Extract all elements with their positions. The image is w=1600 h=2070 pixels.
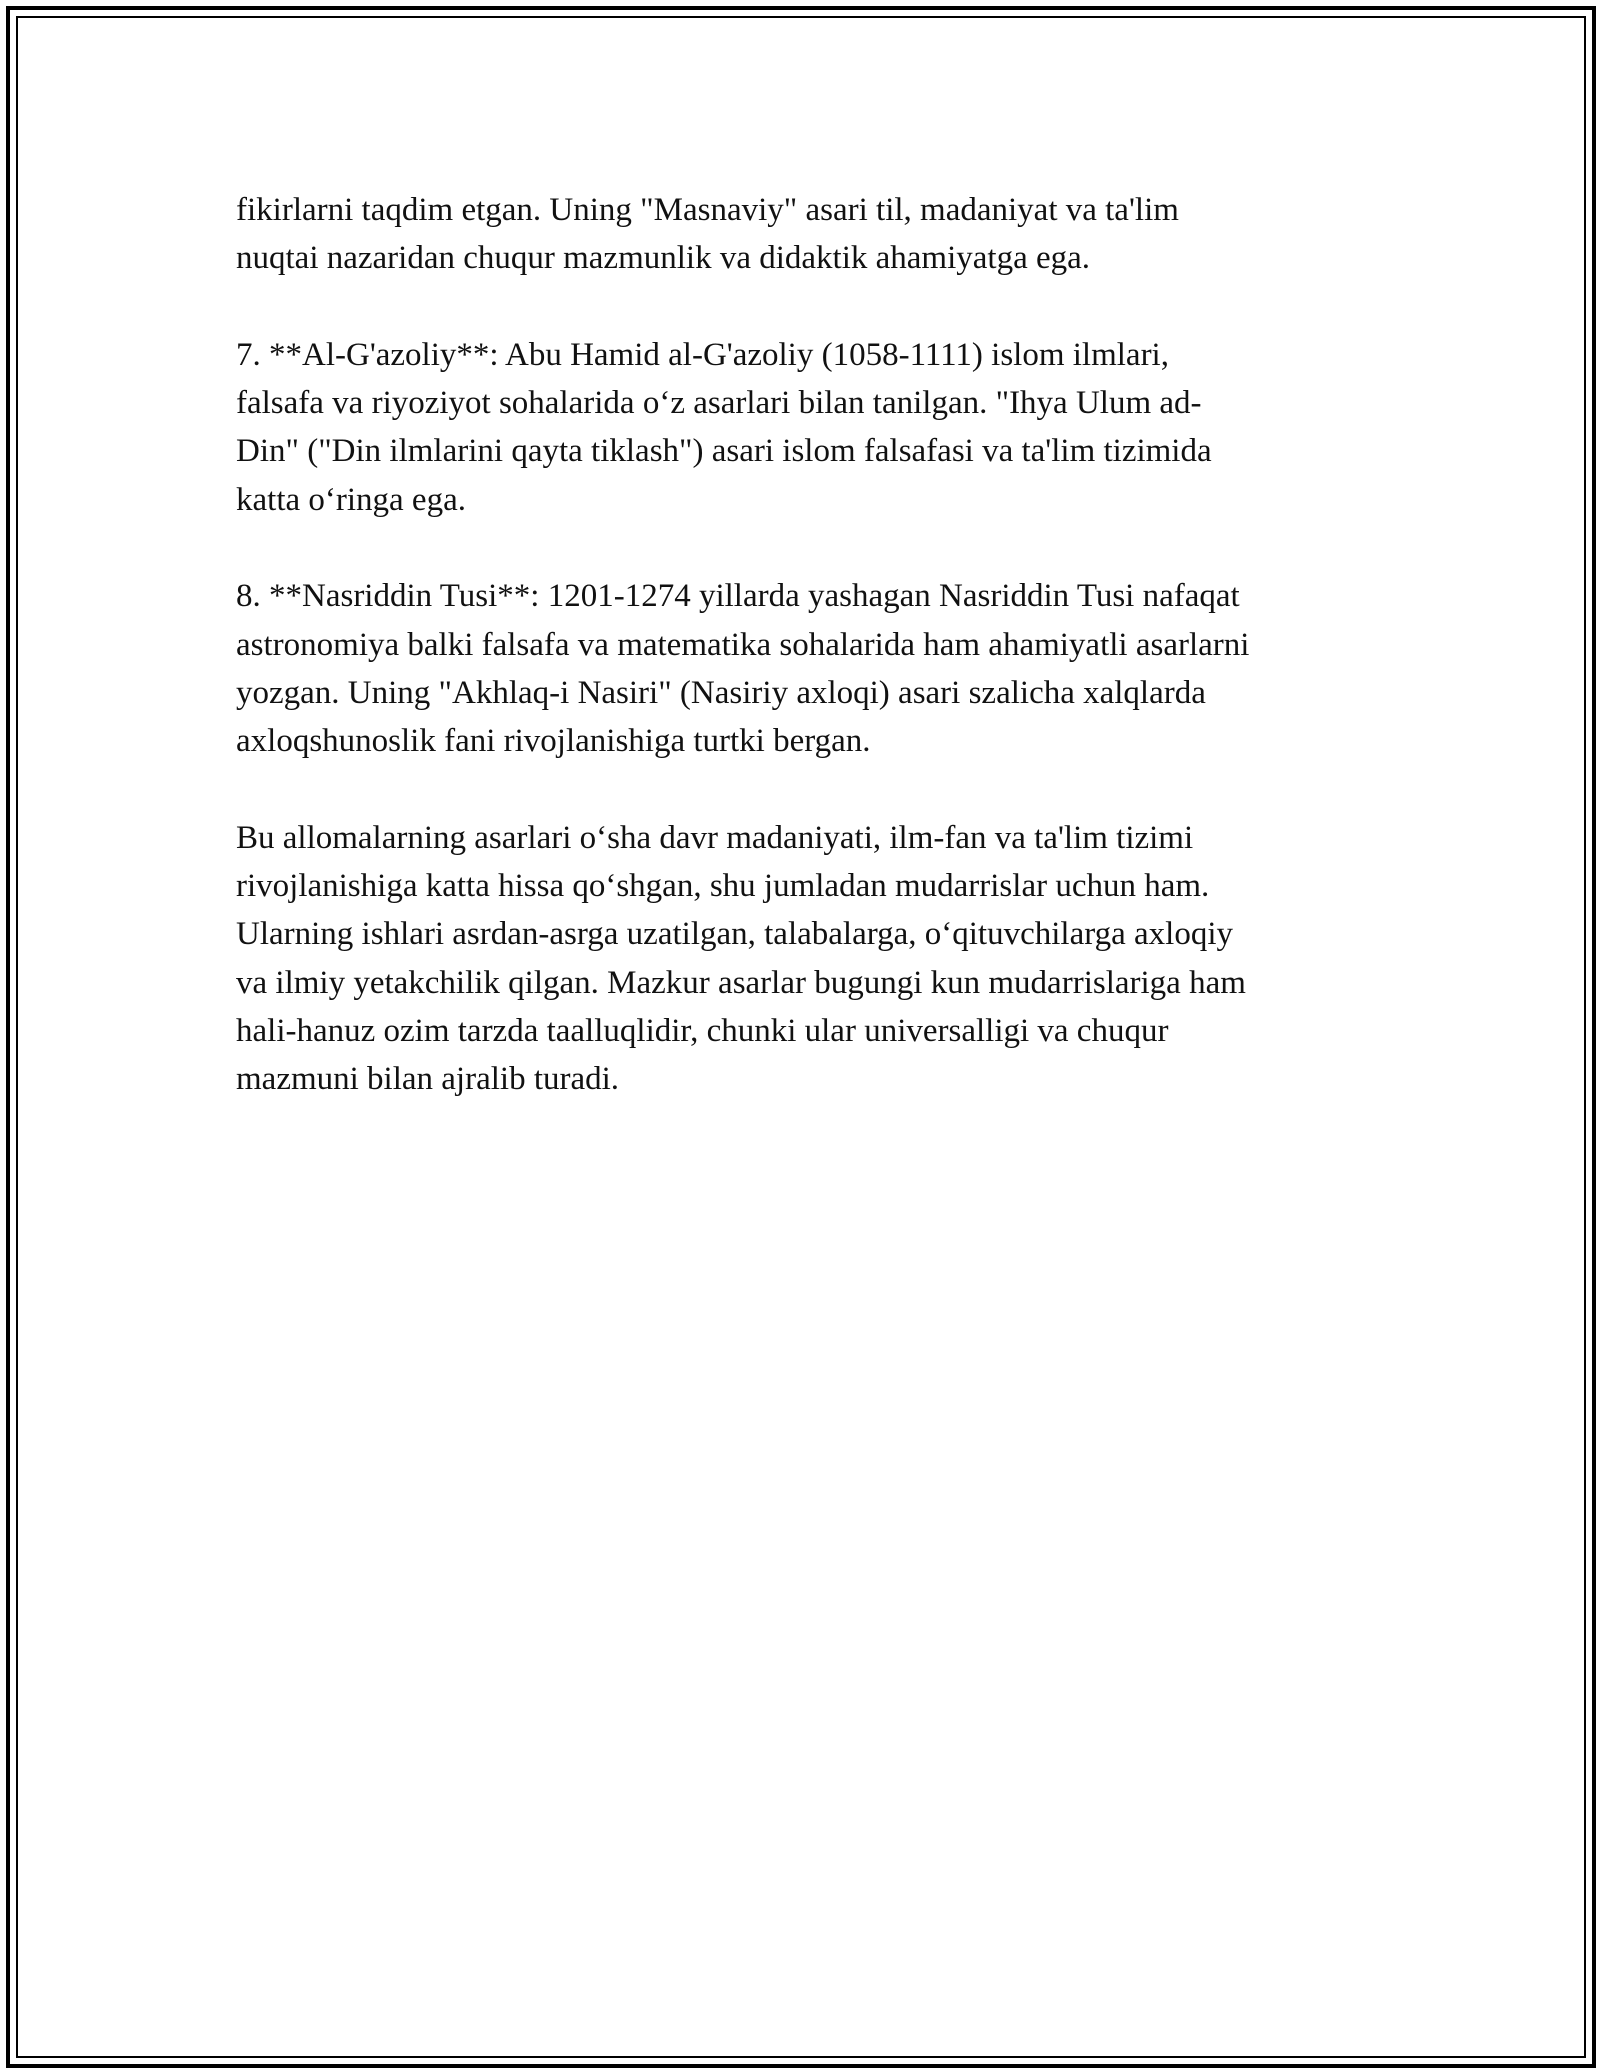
text-line: 7. **Al-G'azoliy**: Abu Hamid al-G'azoliy (1058-1111) islom ilmlari,: [236, 336, 1169, 373]
text-line: astronomiya balki falsafa va matematika sohalarida ham ahamiyatli asarlarni: [236, 626, 1250, 663]
text-line: Din" ("Din ilmlarini qayta tiklash") asari islom falsafasi va ta'lim tizimida: [236, 433, 1212, 470]
text-line: katta o‘ringa ega.: [236, 481, 466, 518]
text-line: rivojlanishiga katta hissa qo‘shgan, shu jumladan mudarrislar uchun ham.: [236, 868, 1210, 905]
paragraph-conclusion: [236, 814, 1376, 1104]
text-line: Bu allomalarning asarlari o‘sha davr madaniyati, ilm-fan va ta'lim tizimi: [236, 819, 1194, 856]
text-line: 8. **Nasriddin Tusi**: 1201-1274 yillarda yashagan Nasriddin Tusi nafaqat: [236, 578, 1240, 615]
document-body: [236, 186, 1376, 1152]
text-line: axloqshunoslik fani rivojlanishiga turtki bergan.: [236, 723, 871, 760]
text-line: yozgan. Uning "Akhlaq-i Nasiri" (Nasiriy axloqi) asari szalicha xalqlarda: [236, 674, 1206, 711]
paragraph-al-gazoliy: [236, 331, 1376, 524]
text-line: mazmuni bilan ajralib turadi.: [236, 1061, 620, 1098]
paragraph-masnaviy: [236, 186, 1376, 283]
text-line: Ularning ishlari asrdan-asrga uzatilgan, talabalarga, o‘qituvchilarga axloqiy: [236, 916, 1233, 953]
text-line: fikirlarni taqdim etgan. Uning "Masnaviy" asari til, madaniyat va ta'lim: [236, 192, 1179, 228]
paragraph-nasriddin-tusi: [236, 572, 1376, 765]
text-line: falsafa va riyoziyot sohalarida o‘z asarlari bilan tanilgan. "Ihya Ulum ad-: [236, 385, 1202, 422]
text-line: hali-hanuz ozim tarzda taalluqlidir, chunki ular universalligi va chuqur: [236, 1013, 1169, 1050]
text-line: nuqtai nazaridan chuqur mazmunlik va didaktik ahamiyatga ega.: [236, 240, 1091, 277]
text-line: va ilmiy yetakchilik qilgan. Mazkur asarlar bugungi kun mudarrislariga ham: [236, 964, 1246, 1001]
